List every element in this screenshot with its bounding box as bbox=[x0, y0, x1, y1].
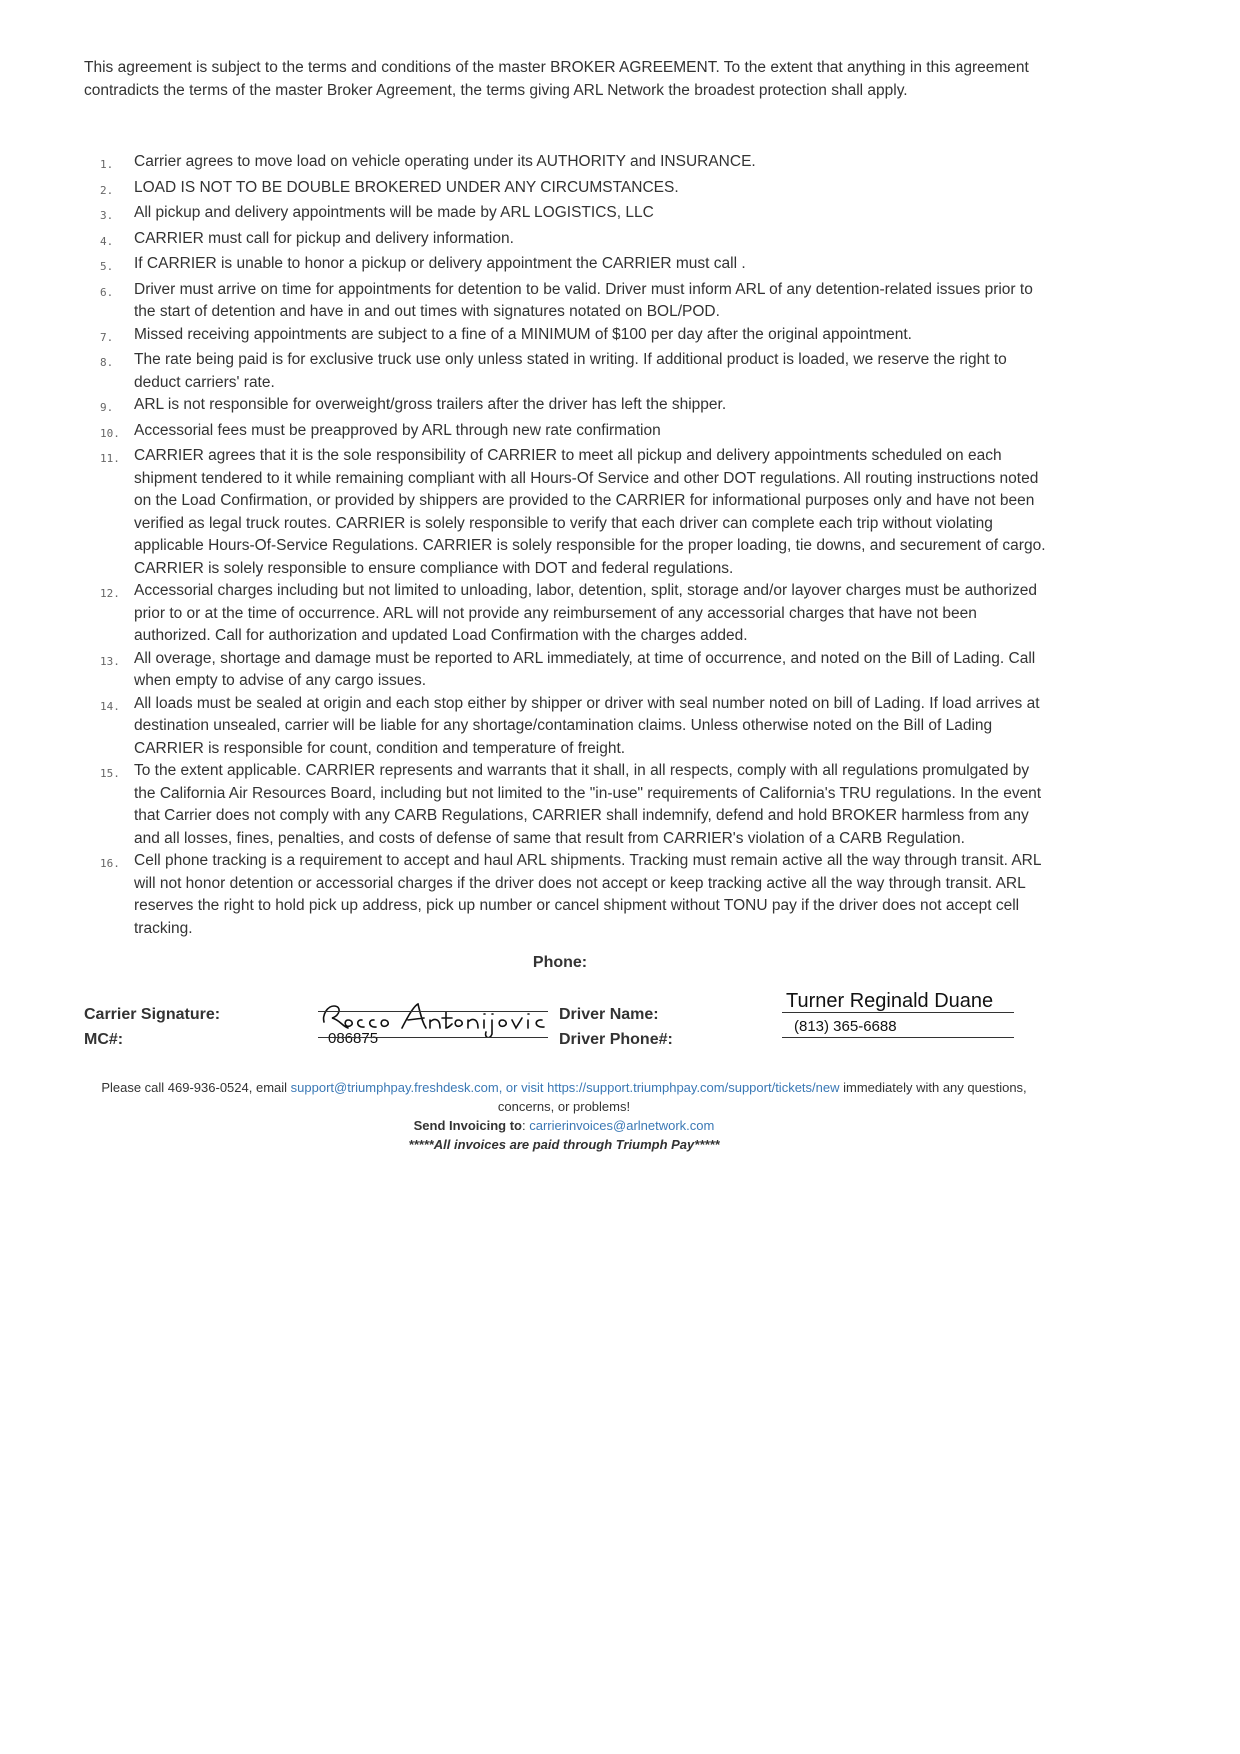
list-item bbox=[100, 850, 1048, 940]
signature-line bbox=[318, 1011, 548, 1012]
carrier-signature-label: Carrier Signature: bbox=[84, 1006, 221, 1023]
mc-value: 086875 bbox=[328, 1030, 379, 1047]
term-number: 14. bbox=[100, 699, 120, 713]
term-number: 6. bbox=[100, 285, 114, 299]
term-text: Driver must arrive on time for appointments for detention to be valid. Driver must inform ARL of any detention-related issues prior to the start of detention and have in and out times with signatures notated on BOL/POD. bbox=[134, 280, 1033, 320]
list-item bbox=[100, 580, 1048, 648]
list-item bbox=[100, 445, 1048, 580]
term-number: 15. bbox=[100, 767, 120, 780]
list-item bbox=[100, 253, 1048, 279]
terms-list bbox=[100, 151, 1048, 940]
contact-suffix: immediately with any questions, concerns, or problems! bbox=[497, 1080, 1027, 1114]
term-number: 3. bbox=[100, 209, 114, 222]
term-text: CARRIER must call for pickup and delivery information. bbox=[134, 229, 514, 247]
invoicing-email-link[interactable]: carrierinvoices@arlnetwork.com bbox=[529, 1118, 715, 1133]
intro-paragraph: This agreement is subject to the terms and conditions of the master BROKER AGREEMENT. To the extent that anything in this agreement contradicts the terms of the master Broker Agreement, the terms giving ARL Network the broadest protection shall apply. bbox=[84, 59, 1029, 99]
support-email-link[interactable]: support@triumphpay.freshdesk.com, or visit bbox=[290, 1080, 548, 1095]
list-item bbox=[100, 648, 1048, 693]
term-text: All overage, shortage and damage must be reported to ARL immediately, at time of occurrence, and noted on the Bill of Lading. Call when empty to advise of any cargo issues. bbox=[134, 649, 1036, 689]
footer bbox=[84, 1078, 1044, 1154]
driver-phone-value: (813) 365-6688 bbox=[794, 1018, 897, 1035]
driver-name-value: Turner Reginald Duane bbox=[786, 990, 994, 1012]
term-number: 8. bbox=[100, 356, 114, 369]
invoicing-line bbox=[84, 1116, 1044, 1135]
list-item bbox=[100, 394, 1048, 420]
driver-name-label: Driver Name: bbox=[559, 1006, 659, 1023]
invoicing-separator: : bbox=[521, 1118, 530, 1133]
term-text: CARRIER agrees that it is the sole responsibility of CARRIER to meet all pickup and delivery appointments scheduled on each shipment tendered to it while remaining compliant with all Hours-Of Service and other DOT regulations. All routing instructions noted on the Load Confirmation, or provided by shippers are provided to the CARRIER for informational purposes only and have not been verified as legal truck routes. CARRIER is solely responsible to verify that each driver can complete each trip without violating applicable Hours-Of-Service Regulations. CARRIER is solely responsible for the proper loading, tie downs, and securement of cargo. CARRIER is solely responsible to ensure compliance with DOT and federal regulations. bbox=[134, 447, 1046, 577]
term-number: 7. bbox=[100, 330, 114, 344]
triumph-pay-note: *****All invoices are paid through Triumph Pay***** bbox=[408, 1137, 720, 1152]
contact-prefix: Please call 469-936-0524, email bbox=[101, 1080, 291, 1095]
term-number: 13. bbox=[100, 654, 120, 668]
phone-label: Phone: bbox=[532, 954, 588, 971]
term-text: All pickup and delivery appointments will be made by ARL LOGISTICS, LLC bbox=[134, 204, 654, 221]
term-text: Cell phone tracking is a requirement to accept and haul ARL shipments. Tracking must remain active all the way through transit. ARL will not honor detention or accessorial charges if the driver does not accept or keep tracking active all the way through transit. ARL reserves the right to hold pick up address, pick up number or cancel shipment without TONU pay if the driver does not accept cell tracking. bbox=[134, 852, 1041, 937]
list-item bbox=[100, 177, 1048, 203]
mc-line bbox=[318, 1037, 548, 1038]
list-item bbox=[100, 349, 1048, 394]
list-item bbox=[100, 693, 1048, 761]
term-text: All loads must be sealed at origin and each stop either by shipper or driver with seal number noted on bill of Lading. If load arrives at destination unsealed, carrier will be liable for any shortage/contamination claims. Unless otherwise noted on the Bill of Lading CARRIER is responsible for count, condition and temperature of freight. bbox=[134, 694, 1040, 757]
driver-phone-line bbox=[782, 1037, 1014, 1038]
term-text: The rate being paid is for exclusive truck use only unless stated in writing. If additional product is loaded, we reserve the right to deduct carriers' rate. bbox=[134, 351, 1007, 391]
list-item bbox=[100, 151, 1048, 177]
term-text: ARL is not responsible for overweight/gross trailers after the driver has left the shipper. bbox=[134, 396, 727, 413]
term-number: 4. bbox=[100, 234, 114, 248]
mc-label: MC#: bbox=[84, 1031, 124, 1048]
term-text: If CARRIER is unable to honor a pickup or delivery appointment the CARRIER must call . bbox=[134, 255, 746, 272]
term-number: 12. bbox=[100, 587, 120, 600]
term-number: 11. bbox=[100, 452, 120, 465]
term-text: To the extent applicable. CARRIER represents and warrants that it shall, in all respects, comply with all regulations promulgated by the California Air Resources Board, including but not limited to the "in-use" requirements of California's TRU regulations. In the event that Carrier does not comply with any CARB Regulations, CARRIER shall indemnify, defend and hold BROKER harmless from any and all losses, fines, penalties, and costs of defense of same that result from CARRIER's violation of a CARB Regulation. bbox=[134, 762, 1042, 847]
term-number: 9. bbox=[100, 401, 114, 414]
list-item bbox=[100, 279, 1048, 324]
contact-line bbox=[84, 1078, 1044, 1116]
driver-name-line bbox=[782, 1012, 1014, 1013]
list-item bbox=[100, 324, 1048, 350]
term-number: 5. bbox=[100, 260, 114, 273]
driver-phone-label: Driver Phone#: bbox=[559, 1031, 673, 1048]
term-text: LOAD IS NOT TO BE DOUBLE BROKERED UNDER ANY CIRCUMSTANCES. bbox=[134, 178, 679, 196]
term-number: 16. bbox=[100, 857, 120, 870]
list-item bbox=[100, 202, 1048, 228]
invoicing-label: Send Invoicing to bbox=[413, 1118, 522, 1133]
term-number: 2. bbox=[100, 183, 114, 197]
list-item bbox=[100, 760, 1048, 850]
list-item bbox=[100, 420, 1048, 446]
term-number: 1. bbox=[100, 158, 114, 171]
term-text: Missed receiving appointments are subject to a fine of a MINIMUM of $100 per day after the original appointment. bbox=[134, 325, 912, 343]
term-text: Accessorial charges including but not limited to unloading, labor, detention, split, storage and/or layover charges must be authorized prior to or at the time of occurrence. ARL will not provide any reimbursement of any accessorial charges that have not been authorized. Call for authorization and updated Load Confirmation with the charges added. bbox=[134, 582, 1037, 644]
term-text: Carrier agrees to move load on vehicle operating under its AUTHORITY and INSURANCE. bbox=[134, 153, 756, 170]
term-text: Accessorial fees must be preapproved by ARL through new rate confirmation bbox=[134, 421, 661, 439]
term-number: 10. bbox=[100, 426, 120, 440]
list-item bbox=[100, 228, 1048, 254]
support-url-link[interactable]: https://support.triumphpay.com/support/tickets/new bbox=[547, 1080, 840, 1095]
